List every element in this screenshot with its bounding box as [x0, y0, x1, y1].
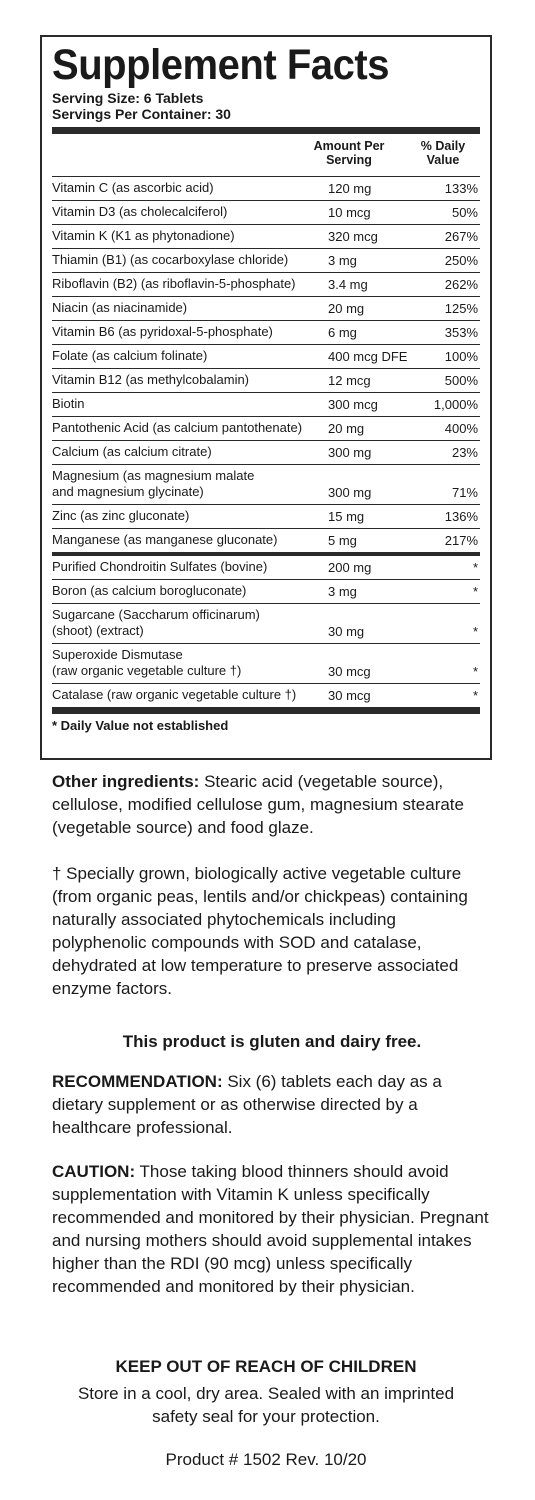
nutrient-daily-value: * — [472, 584, 478, 599]
nutrient-name: Folate (as calcium folinate) — [52, 348, 208, 363]
nutrient-amount: 3 mg — [328, 584, 357, 599]
daily-value-header — [408, 139, 478, 167]
recommendation-heading: RECOMMENDATION: — [52, 1072, 223, 1091]
nutrient-row — [52, 604, 480, 644]
nutrient-row — [52, 249, 480, 273]
nutrient-row — [52, 393, 480, 417]
nutrient-name: Vitamin K (K1 as phytonadione) — [52, 228, 235, 243]
caution — [52, 1160, 492, 1298]
nutrient-amount: 300 mcg — [328, 397, 378, 412]
nutrient-row — [52, 556, 480, 580]
nutrient-row — [52, 465, 480, 505]
caution-text: Those taking blood thinners should avoid supplementation with Vitamin K unless specifically recommended and monitored by their physician. Pregnant and nursing mothers should avoid supplemental intakes higher than the RDI (90 mcg) unless specifically recommended and monitored by their physician. — [52, 1162, 489, 1296]
nutrient-amount: 3 mg — [328, 253, 357, 268]
nutrient-daily-value: * — [472, 560, 478, 575]
nutrient-daily-value: 100% — [444, 349, 478, 364]
nutrient-amount: 120 mg — [328, 181, 372, 196]
nutrient-name: Boron (as calcium borogluconate) — [52, 583, 247, 598]
nutrient-name: Purified Chondroitin Sulfates (bovine) — [52, 559, 268, 574]
nutrient-amount: 6 mg — [328, 325, 357, 340]
nutrient-daily-value: 250% — [444, 253, 478, 268]
nutrient-name: Superoxide Dismutase (raw organic vegetable culture †) — [52, 647, 242, 678]
nutrient-daily-value: 353% — [444, 325, 478, 340]
nutrient-amount: 320 mcg — [328, 229, 378, 244]
nutrient-row — [52, 580, 480, 604]
nutrient-daily-value: 133% — [444, 181, 478, 196]
nutrient-name: Vitamin B6 (as pyridoxal-5-phosphate) — [52, 324, 273, 339]
nutrient-amount: 30 mcg — [328, 688, 371, 703]
nutrient-row — [52, 417, 480, 441]
nutrient-amount: 10 mcg — [328, 205, 371, 220]
nutrient-amount: 20 mg — [328, 421, 365, 436]
nutrient-name: Biotin — [52, 396, 85, 411]
nutrient-daily-value: 500% — [444, 373, 478, 388]
nutrient-amount: 200 mg — [328, 560, 372, 575]
nutrient-row — [52, 441, 480, 465]
nutrient-daily-value: 23% — [451, 445, 478, 460]
nutrient-amount: 15 mg — [328, 509, 365, 524]
dv-header-line2: Value — [426, 153, 460, 167]
nutrient-amount: 400 mcg DFE — [328, 349, 408, 364]
other-ingredients-text: Stearic acid (vegetable source), cellulose, modified cellulose gum, magnesium stearate (vegetable source) and food glaze. — [52, 772, 464, 837]
nutrient-daily-value: 267% — [444, 229, 478, 244]
nutrient-amount: 30 mcg — [328, 664, 371, 679]
nutrient-name: Vitamin C (as ascorbic acid) — [52, 180, 214, 195]
nutrient-row — [52, 297, 480, 321]
nutrient-amount: 20 mg — [328, 301, 365, 316]
nutrient-amount: 5 mg — [328, 533, 357, 548]
product-code: Product # 1502 Rev. 10/20 — [165, 1450, 367, 1469]
nutrient-daily-value: 1,000% — [433, 397, 478, 412]
nutrient-row — [52, 644, 480, 684]
nutrient-row — [52, 225, 480, 249]
nutrient-row — [52, 273, 480, 297]
serving-size: Serving Size: 6 Tablets — [52, 90, 204, 106]
nutrient-amount: 3.4 mg — [328, 277, 368, 292]
dagger-note: † Specially grown, biologically active vegetable culture (from organic peas, lentils and/or chickpeas) containing naturally associated phytochemicals including polyphenolic compounds with SOD and catalase, dehydrated at low temperature to preserve associated enzyme factors. — [52, 864, 468, 998]
nutrient-daily-value: * — [472, 664, 478, 679]
column-header — [52, 134, 480, 177]
amount-header-line2: Serving — [326, 153, 372, 167]
nutrient-name: Calcium (as calcium citrate) — [52, 444, 212, 459]
nutrient-amount: 300 mg — [328, 445, 372, 460]
nutrient-name: Manganese (as manganese gluconate) — [52, 532, 278, 547]
nutrient-daily-value: 217% — [444, 533, 478, 548]
nutrient-name: Zinc (as zinc gluconate) — [52, 508, 190, 523]
servings-per-container: Servings Per Container: 30 — [52, 106, 231, 122]
nutrient-row — [52, 201, 480, 225]
nutrient-amount: 12 mcg — [328, 373, 371, 388]
thick-divider — [52, 127, 480, 134]
amount-header-line1: Amount Per — [313, 139, 385, 153]
other-ingredients-heading: Other ingredients: — [52, 772, 200, 791]
nutrient-name: Niacin (as niacinamide) — [52, 300, 188, 315]
nutrient-name: Vitamin D3 (as cholecalciferol) — [52, 204, 228, 219]
nutrient-daily-value: 136% — [444, 509, 478, 524]
nutrient-name: Pantothenic Acid (as calcium pantothenate) — [52, 420, 303, 435]
other-ingredients — [52, 770, 492, 839]
nutrient-amount: 30 mg — [328, 624, 365, 639]
storage-instructions: Store in a cool, dry area. Sealed with an imprinted safety seal for your protection. — [77, 1384, 455, 1426]
nutrient-section-1 — [52, 177, 480, 552]
nutrient-row — [52, 177, 480, 201]
nutrient-daily-value: 71% — [451, 485, 478, 500]
supplement-facts-panel — [40, 35, 492, 760]
nutrient-name: Vitamin B12 (as methylcobalamin) — [52, 372, 250, 387]
nutrient-daily-value: 50% — [451, 205, 478, 220]
keep-out-warning: KEEP OUT OF REACH OF CHILDREN — [115, 1357, 417, 1376]
dv-header-line1: % Daily — [420, 139, 466, 153]
recommendation — [52, 1070, 492, 1139]
panel-title: Supplement Facts — [52, 41, 389, 89]
nutrient-name: Magnesium (as magnesium malate and magnesium glycinate) — [52, 468, 255, 499]
thick-divider-bottom — [52, 707, 480, 714]
recommendation-text: Six (6) tablets each day as a dietary supplement or as otherwise directed by a healthcare professional. — [52, 1072, 442, 1137]
nutrient-row — [52, 369, 480, 393]
nutrient-amount: 300 mg — [328, 485, 372, 500]
nutrient-row — [52, 684, 480, 707]
nutrient-name: Sugarcane (Saccharum officinarum) (shoot) (extract) — [52, 607, 260, 638]
nutrient-name: Catalase (raw organic vegetable culture †) — [52, 687, 297, 702]
nutrient-daily-value: 125% — [444, 301, 478, 316]
nutrient-daily-value: * — [472, 688, 478, 703]
nutrient-daily-value: 400% — [444, 421, 478, 436]
amount-header — [304, 139, 394, 167]
nutrient-name: Thiamin (B1) (as cocarboxylase chloride) — [52, 252, 289, 267]
caution-heading: CAUTION: — [52, 1162, 136, 1181]
nutrient-row — [52, 529, 480, 552]
nutrient-row — [52, 321, 480, 345]
nutrient-daily-value: * — [472, 624, 478, 639]
nutrient-daily-value: 262% — [444, 277, 478, 292]
footnote: * Daily Value not established — [52, 718, 229, 733]
nutrient-row — [52, 505, 480, 529]
nutrient-section-2 — [52, 556, 480, 707]
nutrient-name: Riboflavin (B2) (as riboflavin-5-phosphate) — [52, 276, 296, 291]
gluten-free-statement: This product is gluten and dairy free. — [122, 1032, 422, 1051]
nutrient-row — [52, 345, 480, 369]
